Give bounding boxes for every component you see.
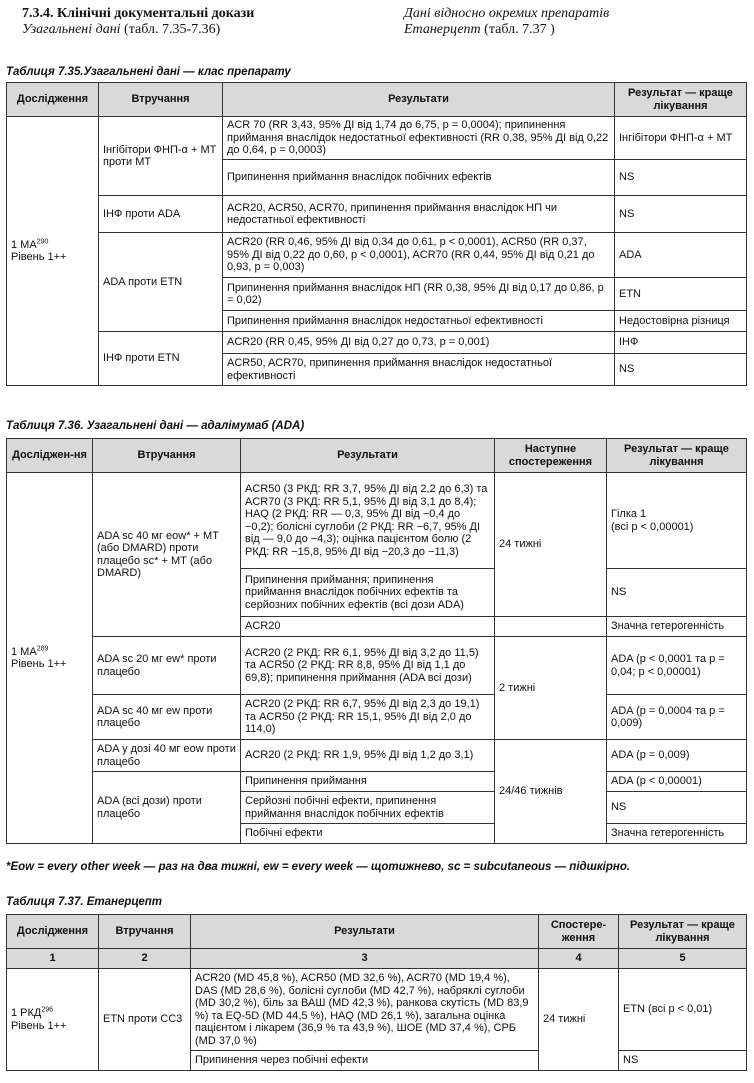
result-cell: ACR20 (2 РКД: RR 6,1, 95% ДІ від 3,2 до 11,5) та ACR50 (2 РКД: RR 8,8, 95% ДІ від 1,1 до 69,8); припинення приймання (ADA всі дози) — [241, 637, 495, 695]
outcome-cell: ADA (p < 0,00001) — [607, 772, 747, 792]
col-header-intervention: Втручання — [99, 915, 191, 949]
intervention-cell: Інгібітори ФНП-α + МТ проти МТ — [99, 117, 223, 196]
outcome-cell: Значна гетерогенність — [607, 824, 747, 844]
table-row — [7, 117, 747, 160]
drug-section-title: Дані відносно окремих препаратів — [404, 6, 610, 21]
table-row — [7, 332, 747, 354]
footnote: *Eow = every other week — раз на два тижні, ew = every week — щотижнево, sc = subcutaneous — підшкірно. — [6, 861, 631, 873]
result-cell: Побічні ефекти — [241, 824, 495, 844]
col-header-outcome: Результат — краще лікування — [607, 439, 747, 473]
outcome-cell: NS — [607, 792, 747, 824]
intervention-cell: ІНФ проти ETN — [99, 332, 223, 386]
result-cell: ACR20 (2 РКД: RR 1,9, 95% ДІ від 1,2 до 3,1) — [241, 740, 495, 772]
outcome-cell: NS — [607, 569, 747, 617]
col-header-followup: Наступне спостереження — [495, 439, 607, 473]
result-cell: ACR20 (RR 0,46, 95% ДІ від 0,34 до 0,61, p < 0,0001), ACR50 (RR 0,37, 95% ДІ від 0,22 до 0,60, p < 0,0001), ACR70 (RR 0,44, 95% ДІ від 0,21 до 0,93, p = 0,003) — [223, 233, 615, 278]
result-cell: ACR50, ACR70, припинення приймання внаслідок недостатньої ефективності — [223, 354, 615, 386]
result-cell: ACR20 (2 РКД: RR 6,7, 95% ДІ від 2,3 до 19,1) та ACR50 (2 РКД: RR 15,1, 95% ДІ від 2,0 до 114,0) — [241, 695, 495, 740]
table-row — [7, 637, 747, 695]
intervention-cell: ADA проти ETN — [99, 233, 223, 332]
section-header-right — [404, 6, 609, 38]
result-cell: Припинення приймання внаслідок побічних ефектів — [223, 160, 615, 196]
outcome-cell: NS — [619, 1051, 747, 1071]
result-cell: Припинення через побічні ефекти — [191, 1051, 539, 1071]
column-number: 3 — [191, 949, 539, 969]
col-header-outcome: Результат — краще лікування — [619, 915, 747, 949]
table-7-37 — [6, 914, 747, 1071]
intervention-cell: ADA у дозі 40 мг eow проти плацебо — [93, 740, 241, 772]
table-7-36-caption: Таблиця 7.36. Узагальнені дані — адалімумаб (ADA) — [6, 420, 305, 432]
result-cell: ACR20 (MD 45,8 %), ACR50 (MD 32,6 %), ACR70 (MD 19,4 %), DAS (MD 28,6 %), болісні суглоби (MD 42,7 %), набряклі суглоби (MD 30,2 %), біль за ВАШ (MD 42,3 %), ранкова скутість (MD 83,9 %) та EQ-5D (MD 44,5 %), HAQ (MD 26,1 %), загальна оцінка пацієнтом і лікарем (36,9 % та 43,9 %), ШОЕ (MD 37,4 %), СРБ (MD 37,0 %) — [191, 969, 539, 1051]
study-cell: 1 МА$^{289}$ Рівень 1++ — [7, 473, 93, 844]
col-header-study: Досліджен-ня — [7, 439, 93, 473]
outcome-cell: ADA — [615, 233, 747, 278]
intervention-cell: ADA sc 20 мг ew* проти плацебо — [93, 637, 241, 695]
column-number-row — [7, 949, 747, 969]
column-number: 4 — [539, 949, 619, 969]
followup-cell: 24/46 тижнів — [495, 740, 607, 844]
table-row — [7, 740, 747, 772]
outcome-cell: Недостовірна різниця — [615, 311, 747, 332]
result-cell: ACR20 — [241, 617, 495, 637]
result-cell: Припинення приймання — [241, 772, 495, 792]
outcome-cell: NS — [615, 354, 747, 386]
outcome-cell: NS — [615, 160, 747, 196]
col-header-results: Результати — [241, 439, 495, 473]
study-cell: 1 МА$^{290}$ Рівень 1++ — [7, 117, 99, 386]
table-row — [7, 969, 747, 1051]
outcome-cell: Значна гетерогенність — [607, 617, 747, 637]
outcome-cell: Інгібітори ФНП-α + МТ — [615, 117, 747, 160]
table-7-37-caption: Таблиця 7.37. Етанерцепт — [6, 896, 163, 908]
outcome-cell: NS — [615, 196, 747, 233]
intervention-cell: ADA (всі дози) проти плацебо — [93, 772, 241, 844]
col-header-intervention: Втручання — [93, 439, 241, 473]
table-row — [7, 233, 747, 278]
outcome-cell: ADA (p = 0,009) — [607, 740, 747, 772]
outcome-cell: ІНФ — [615, 332, 747, 354]
followup-cell: 24 тижні — [539, 969, 619, 1071]
intervention-cell: ADA sc 40 мг eow* + МТ (або DMARD) проти плацебо sc* + МТ (або DMARD) — [93, 473, 241, 637]
study-cell: 1 РКД$^{296}$ Рівень 1++ — [7, 969, 99, 1071]
result-cell: Припинення приймання внаслідок недостатньої ефективності — [223, 311, 615, 332]
result-cell: ACR50 (3 РКД: RR 3,7, 95% ДІ від 2,2 до 6,3) та ACR70 (3 РКД: RR 5,1, 95% ДІ від 3,1 до 8,4); HAQ (2 РКД: RR — 0,3, 95% ДІ від −0,4 до −0,2); болісні суглоби (2 РКД: RR −6,7, 95% ДІ від — 9,0 до −4,3); оцінка пацієнтом болю (2 РКД: RR −15,8, 95% ДІ від −20,3 до −11,3) — [241, 473, 495, 569]
col-header-outcome: Результат — краще лікування — [615, 83, 747, 117]
col-header-study: Дослідження — [7, 915, 99, 949]
col-header-results: Результати — [223, 83, 615, 117]
outcome-cell: ETN — [615, 278, 747, 311]
column-number: 1 — [7, 949, 99, 969]
followup-cell: 24 тижні — [495, 473, 607, 617]
intervention-cell: ADA sc 40 мг ew проти плацебо — [93, 695, 241, 740]
intervention-cell: ІНФ проти ADA — [99, 196, 223, 233]
section-header-left — [22, 6, 254, 38]
section-subtitle-italic: Узагальнені дані — [22, 22, 121, 37]
outcome-cell: Гілка 1 (всі p < 0,00001) — [607, 473, 747, 569]
drug-section-subtitle-italic: Етанерцепт — [404, 22, 481, 37]
table-7-36 — [6, 438, 747, 844]
result-cell: ACR20 (RR 0,45, 95% ДІ від 0,27 до 0,73, p = 0,001) — [223, 332, 615, 354]
outcome-cell: ADA (p = 0,0004 та p = 0,009) — [607, 695, 747, 740]
result-cell: Припинення приймання; припинення приймання внаслідок побічних ефектів та серйозних побічних ефектів (всі дози ADA) — [241, 569, 495, 617]
table-row — [7, 772, 747, 792]
section-subtitle-ref: (табл. 7.35-7.36) — [120, 22, 221, 37]
column-number: 2 — [99, 949, 191, 969]
followup-cell: 2 тижні — [495, 637, 607, 740]
col-header-results: Результати — [191, 915, 539, 949]
table-row — [7, 473, 747, 569]
column-number: 5 — [619, 949, 747, 969]
result-cell: Серйозні побічні ефекти, припинення приймання внаслідок побічних ефектів — [241, 792, 495, 824]
result-cell: ACR 70 (RR 3,43, 95% ДІ від 1,74 до 6,75, p = 0,0004); припинення приймання внаслідок недостатньої ефективності (RR 0,38, 95% ДІ від 0,22 до 0,64, p = 0,0003) — [223, 117, 615, 160]
intervention-cell: ETN проти СС3 — [99, 969, 191, 1071]
result-cell: ACR20, ACR50, ACR70, припинення приймання внаслідок НП чи недостатньої ефективності — [223, 196, 615, 233]
table-7-35-caption: Таблиця 7.35.Узагальнені дані — клас препарату — [6, 66, 291, 78]
table-7-35 — [6, 82, 747, 386]
drug-section-subtitle-ref: (табл. 7.37 ) — [480, 22, 555, 37]
outcome-cell: ADA (p < 0,0001 та p = 0,04; p < 0,00001) — [607, 637, 747, 695]
table-row — [7, 695, 747, 740]
table-row — [7, 196, 747, 233]
col-header-followup: Спостере-ження — [539, 915, 619, 949]
followup-cell — [495, 617, 607, 637]
col-header-study: Дослідження — [7, 83, 99, 117]
outcome-cell: ETN (всі p < 0,01) — [619, 969, 747, 1051]
result-cell: Припинення приймання внаслідок НП (RR 0,38, 95% ДІ від 0,17 до 0,86, p = 0,02) — [223, 278, 615, 311]
section-title: 7.3.4. Клінічні документальні докази — [22, 6, 255, 21]
col-header-intervention: Втручання — [99, 83, 223, 117]
